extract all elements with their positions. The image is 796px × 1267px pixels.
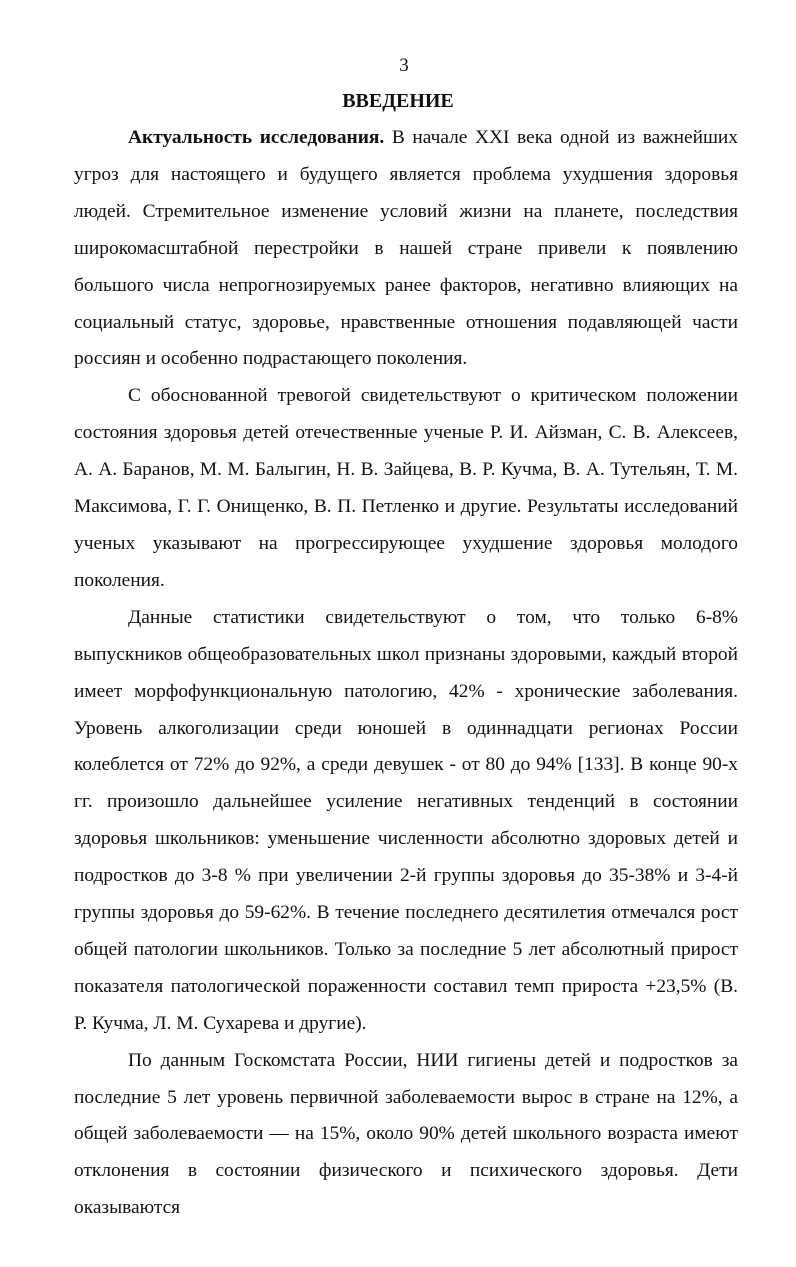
page-number: 3	[399, 55, 409, 76]
paragraph-statistics: Данные статистики свидетельствуют о том, что только 6-8% выпускников общеобразовательных школ признаны здоровыми, каждый второй имеет морфофункциональную патологию, 42% - хронические заболевания. Уровень алкоголизации среди юношей в одиннадцати регионах России колеблется от 72% до 92%, а среди девушек - от 80 до 94% [133]. В конце 90-х гг. произошло дальнейшее усиление негативных тенденций в состоянии здоровья школьников: уменьшение численности абсолютно здоровых детей и подростков до 3-8 % при увеличении 2-й группы здоровья до 35-38% и 3-4-й группы здоровья до 59-62%. В течение последнего десятилетия отмечался рост общей патологии школьников. Только за последние 5 лет абсолютный прирост показателя патологической пораженности составил темп прироста +23,5% (В. Р. Кучма, Л. М. Сухарева и другие).	[74, 606, 738, 1034]
paragraph-relevance	[74, 120, 738, 378]
paragraph-lead: Актуальность исследования.	[128, 127, 385, 148]
paragraph-goskomstat: По данным Госкомстата России, НИИ гигиены детей и подростков за последние 5 лет уровень первичной заболеваемости вырос в стране на 12%, а общей заболеваемости — на 15%, около 90% детей школьного возраста имеют отклонения в состоянии физического и психического здоровья. Дети оказываются	[74, 1049, 738, 1219]
paragraph-text: В начале XXI века одной из важнейших угроз для настоящего и будущего является проблема ухудшения здоровья людей. Стремительное изменение условий жизни на планете, последствия широкомасштабной перестройки в нашей стране привели к появлению большого числа непрогнозируемых ранее факторов, негативно влияющих на социальный статус, здоровье, нравственные отношения подавляющей части россиян и особенно подрастающего поколения.	[74, 127, 738, 370]
page-title: ВВЕДЕНИЕ	[342, 90, 454, 112]
body-text	[74, 120, 738, 1227]
paragraph-scientists: С обоснованной тревогой свидетельствуют о критическом положении состояния здоровья детей отечественные ученые Р. И. Айзман, С. В. Алексеев, А. А. Баранов, М. М. Балыгин, Н. В. Зайцева, В. Р. Кучма, В. А. Тутельян, Т. М. Максимова, Г. Г. Онищенко, В. П. Петленко и другие. Результаты исследований ученых указывают на прогрессирующее ухудшение здоровья молодого поколения.	[74, 385, 738, 591]
